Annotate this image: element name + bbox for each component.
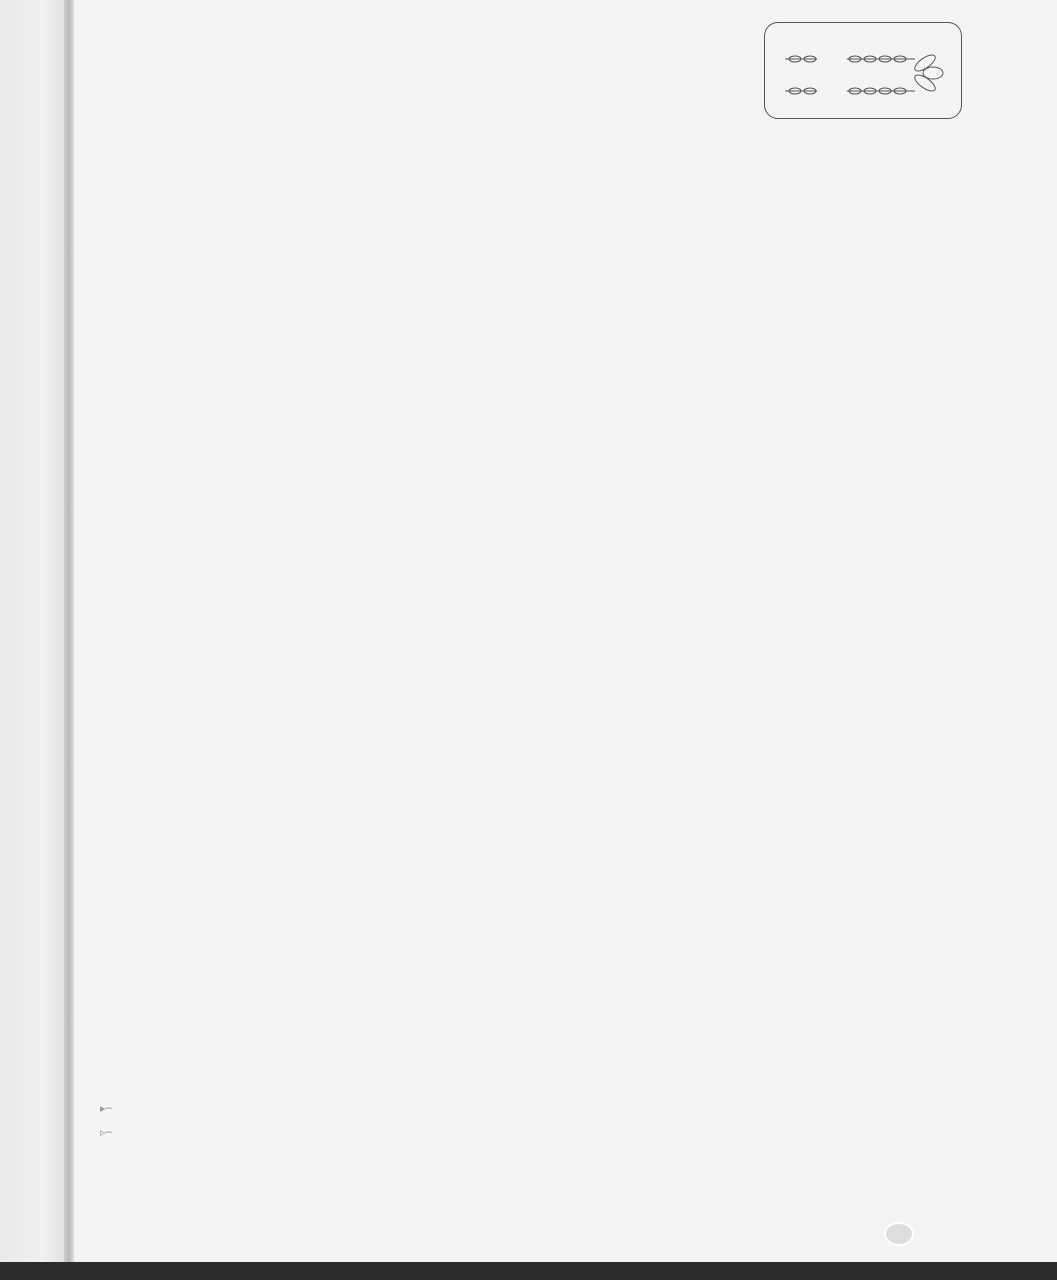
watermark-icon: [884, 1222, 914, 1246]
cut-yarn-legend: ▸─: [100, 1102, 113, 1115]
attach-yarn-legend: ▹─: [100, 1126, 113, 1139]
page-bottom-bar: [0, 1262, 1057, 1280]
